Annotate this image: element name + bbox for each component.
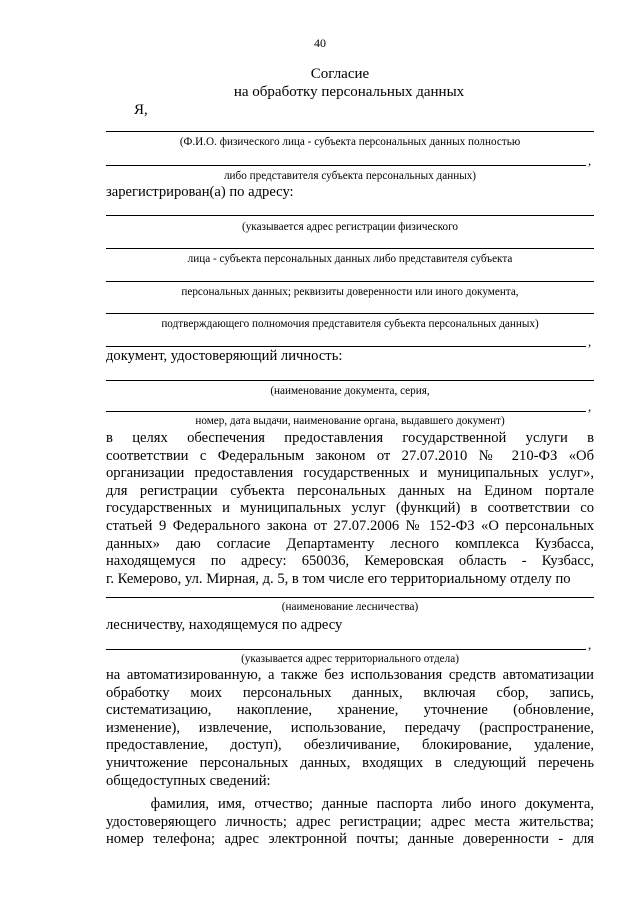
doc-line-1 [106,380,594,381]
fio-caption-1: (Ф.И.О. физического лица - субъекта персональных данных полностью [179,136,521,148]
fio-line-2 [106,165,586,166]
text-line: общедоступных сведений: [106,772,271,789]
territorial-caption: (указывается адрес территориального отдела) [241,653,459,665]
identity-doc-label: документ, удостоверяющий личность: [106,348,343,364]
address-caption-1: (указывается адрес регистрации физического [241,221,459,233]
address-caption-2: лица - субъекта персональных данных либо представителя субъекта [187,253,513,265]
purpose-paragraph [106,430,594,588]
text-line: в целях обеспечения предоставления государственной услуги в [106,430,594,446]
processing-paragraph [106,667,594,790]
forestry-line [106,597,594,598]
fio-line-1 [106,131,594,132]
page-number: 40 [314,36,326,50]
text-line: для регистрации субъекта персональных данных на Едином портале [106,482,594,499]
document-title: Согласие [310,66,370,82]
text-line: данных» даю согласие Департаменту лесного комплекса Кузбасса, [106,535,594,552]
forestry-caption: (наименование лесничества) [281,601,419,613]
doc-line-2 [106,411,586,412]
text-line: изменение), извлечение, использование, передачу (распространение, [106,719,594,736]
text-line: номер телефона; адрес электронной почты; данные доверенности - для [106,831,594,848]
text-line: статьей 9 Федерального закона от 27.07.2006 № 152-ФЗ «О персональных [106,517,594,534]
text-line: обработку моих персональных данных, включая сбор, запись, [106,684,594,701]
doc-caption-1: (наименование документа, серия, [270,385,430,397]
text-line: систематизацию, накопление, хранение, уточнение (обновление, [106,702,594,719]
text-line: организации предоставления государственных и муниципальных услуг», [106,465,594,482]
address-caption-3: персональных данных; реквизиты доверенности или иного документа, [181,286,519,298]
address-line-5 [106,346,586,347]
text-line: г. Кемерово, ул. Мирная, д. 5, в том числе его территориальному отделу по [106,570,571,587]
address-caption-4: подтверждающего полномочия представителя субъекта персональных данных) [161,318,539,330]
text-line: соответствии с Федеральным законом от 27.07.2010 № 210-ФЗ «Об [106,447,594,464]
forestry-text: лесничеству, находящемуся по адресу [106,617,343,633]
text-line: на автоматизированную, а также без использования средств автоматизации [106,667,594,683]
text-line: находящемуся по адресу: 650036, Кемеровская область - Кузбасс, [106,553,594,570]
registered-label: зарегистрирован(а) по адресу: [106,184,294,200]
ya-label: Я, [134,102,148,118]
fio-caption-2: либо представителя субъекта персональных данных) [223,170,477,182]
document-subtitle: на обработку персональных данных [233,84,465,100]
territorial-comma: , [588,637,592,652]
territorial-line [106,649,586,650]
address-comma: , [588,334,592,349]
text-line: уничтожение персональных данных, входящих в следующий перечень [106,754,594,771]
address-line-1 [106,215,594,216]
address-line-4 [106,313,594,314]
text-line: предоставление, доступ), обезличивание, блокирование, удаление, [106,737,594,754]
doc-caption-2: номер, дата выдачи, наименование органа, выдавшего документ) [195,415,505,427]
data-list-paragraph [106,796,594,849]
address-line-3 [106,281,594,282]
fio-comma: , [588,153,592,168]
address-line-2 [106,248,594,249]
text-line: удостоверяющего личность; адрес регистрации; адрес места жительства; [106,813,594,830]
text-line: государственных и муниципальных услуг (функций) в соответствии со [106,500,594,517]
doc-comma: , [588,399,592,414]
text-line: фамилия, имя, отчество; данные паспорта либо иного документа, [106,796,594,812]
